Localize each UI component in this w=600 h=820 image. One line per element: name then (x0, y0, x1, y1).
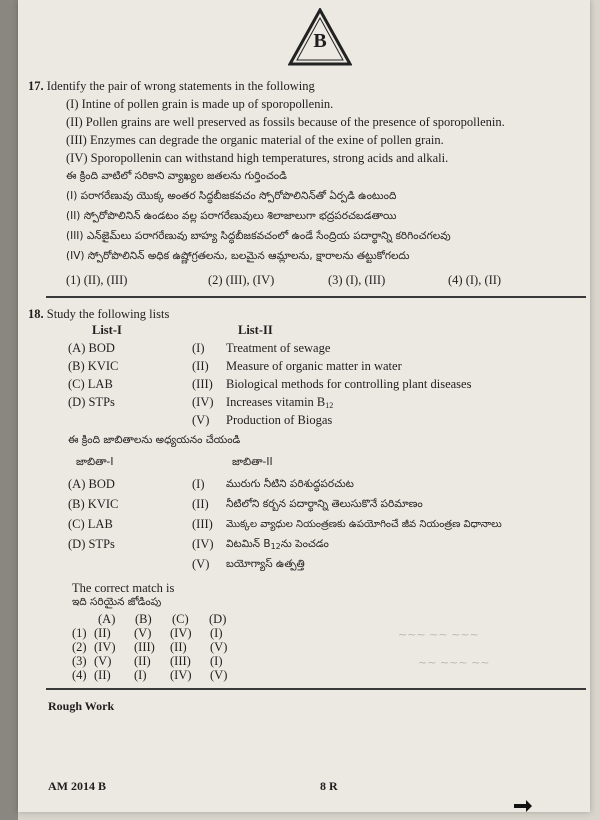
option-1: (1) (II), (III) (66, 273, 128, 287)
statement-3: (III) Enzymes can degrade the organic material of the exine of pollen grain. (66, 133, 444, 147)
list2-roman-4: (IV) (192, 395, 214, 409)
list2-header: List-II (238, 323, 273, 337)
te-stem-18: ఈ క్రింది జాబితాలను అధ్యయనం చేయండి (68, 434, 241, 446)
list2-roman-1: (I) (192, 341, 205, 355)
te-list2-header: జాబితా-II (232, 456, 273, 468)
te-roman-1: (I) (192, 477, 205, 491)
te-stem: ఈ క్రింది వాటిలో సరికాని వ్యాఖ్యల జతలను గుర్తించండి (66, 170, 287, 182)
list2-roman-2: (II) (192, 359, 209, 373)
te-list2-item-4: విటమిన్ $B_{12}ను$ పెంచడం (226, 538, 329, 551)
question-stem: Identify the pair of wrong statements in the following (46, 79, 315, 93)
list1-item-c: (C) LAB (68, 377, 113, 391)
question-stem: Study the following lists (46, 307, 170, 321)
option-2: (2) (III), (IV) (208, 273, 275, 287)
question-number: 18. (28, 307, 44, 321)
te-list1-item-d: (D) STPs (68, 537, 115, 551)
statement-4: (IV) Sporopollenin can withstand high temperatures, strong acids and alkali. (66, 151, 449, 165)
pencil-scribble: ~~ ~~~ ~~ (418, 656, 490, 669)
question-17 (28, 78, 315, 95)
te-roman-2: (II) (192, 497, 209, 511)
page-number: 8 R (320, 779, 338, 793)
te-list2-item-5: బయోగ్యాస్ ఉత్పత్తి (226, 558, 305, 570)
question-18 (28, 306, 169, 323)
list2-item-2: Measure of organic matter in water (226, 359, 402, 373)
rough-work-rule (46, 688, 586, 690)
list2-roman-5: (V) (192, 413, 210, 427)
rough-work-label: Rough Work (48, 699, 115, 713)
list2-roman-3: (III) (192, 377, 213, 391)
te-match-label: ఇది సరియైన జోడింపు (72, 596, 162, 608)
series-letter: B (313, 30, 327, 52)
te-list1-item-b: (B) KVIC (68, 497, 119, 511)
statement-2: (II) Pollen grains are well preserved as fossils because of the presence of sporopollenin. (66, 115, 505, 129)
te-statement-1: (I) పరాగరేణువు యొక్క అంతర సిద్ధబీజకవచం స్పోరోపొలినిన్‌తో ఏర్పడి ఉంటుంది (66, 190, 397, 202)
list1-item-a: (A) BOD (68, 341, 115, 355)
option-3: (3) (I), (III) (328, 273, 386, 287)
question-number: 17. (28, 79, 44, 93)
list1-item-d: (D) STPs (68, 395, 115, 409)
option-4: (4) (I), (II) (448, 273, 502, 287)
list2-item-1: Treatment of sewage (226, 341, 331, 355)
booklet-code: AM 2014 B (48, 779, 106, 793)
pencil-scribble: ~~~ ~~ ~~~ (398, 628, 479, 641)
list2-item-3: Biological methods for controlling plant diseases (226, 377, 472, 391)
series-marker (288, 8, 352, 66)
te-list1-header: జాబితా-I (76, 456, 114, 468)
list2-item-4: Increases vitamin $B_{12}$ (226, 395, 334, 410)
te-list2-item-2: నీటిలోని కర్బన పదార్థాన్ని తెలుసుకొనే పరిమాణం (226, 498, 423, 510)
exam-page: B 17. Identify the pair of wrong statements in the following (I) Intine of pollen grain is made up of sporopollenin. (II) Pollen grains are well preserved as fossils because of the presence of sporopollenin. (III) Enzymes can degrade the organic material of the exine of pollen grain. (IV) Sporopollenin can withstand high temperatures, strong acids and alkali. ఈ క్రింది వాటిలో సరికాని వ్యాఖ్యల జతలను గుర్తించండి (I) పరాగరేణువు యొక్క అంతర సిద్ధబీజకవచం స్పోరోపొలినిన్‌తో ఏర్పడి ఉంటుంది (II) స్పోరోపొలినిన్ ఉండటం వల్ల పరాగరేణువులు శిలాజాలుగా భద్రపరచబడతాయి (III) ఎన్‌జైమ్‌లు పరాగరేణువు బాహ్య సిద్ధబీజకవచంలో ఉండే సేంద్రియ పదార్థాన్ని కరిగించగలవు (IV) స్పోరోపొలినిన్ అధిక ఉష్ణోగ్రతలను, బలమైన ఆమ్లాలను, క్షారాలను తట్టుకోగలదు (1) (II), (III) (2) (III), (IV) (3) (I), (III) (4) (I), (II) 18. Study the following lists List-I List-II (A) BOD (B) KVIC (C) LAB (D) STPs (I) (II) (III) (IV) (V) Treatment of sewage Measure of organic matter in water Biological methods for controlling plant diseases Increases vitamin $B_{12}$ Production of Biogas ఈ క్రింది జాబితాలను అధ్యయనం చేయండి జాబితా-I జాబితా-II (A) BOD (B) KVIC (C) LAB (D) STPs (I) (II) (III) (IV) (V) మురుగు నీటిని పరిశుద్ధపరచుట నీటిలోని కర్బన పదార్థాన్ని తెలుసుకొనే పరిమాణం మొక్కల వ్యాధుల నియంత్రణకు ఉపయోగించే జీవ నియంత్రణ విధానాలు విటమిన్ $B_{12}ను$ పెంచడం బయోగ్యాస్ ఉత్పత్తి The correct match is ఇది సరియైన జోడింపు (A) (B) (C) (D) (1) (II) (V) (IV) (I) (2) (IV) (III) (II) (V) (3) (V) (II) (III) (I) (4) (II) (I) (IV) (V) ~~~ ~~ ~~~ ~~ ~~~ ~~ Rough Work AM 2014 B 8 R (18, 0, 590, 812)
te-list2-item-3: మొక్కల వ్యాధుల నియంత్రణకు ఉపయోగించే జీవ నియంత్రణ విధానాలు (226, 519, 502, 530)
list1-header: List-I (92, 323, 122, 337)
te-statement-2: (II) స్పోరోపొలినిన్ ఉండటం వల్ల పరాగరేణువులు శిలాజాలుగా భద్రపరచబడతాయి (66, 210, 397, 222)
te-roman-3: (III) (192, 517, 213, 531)
page-edge-shadow (0, 0, 18, 820)
te-roman-4: (IV) (192, 537, 214, 551)
list2-item-5: Production of Biogas (226, 413, 333, 427)
te-statement-3: (III) ఎన్‌జైమ్‌లు పరాగరేణువు బాహ్య సిద్ధబీజకవచంలో ఉండే సేంద్రియ పదార్థాన్ని కరిగించగలవు (66, 230, 451, 242)
te-statement-4: (IV) స్పోరోపొలినిన్ అధిక ఉష్ణోగ్రతలను, బలమైన ఆమ్లాలను, క్షారాలను తట్టుకోగలదు (66, 250, 410, 262)
cursor-arrow-icon (512, 798, 534, 819)
list1-item-b: (B) KVIC (68, 359, 119, 373)
te-list1-item-c: (C) LAB (68, 517, 113, 531)
statement-1: (I) Intine of pollen grain is made up of sporopollenin. (66, 97, 334, 111)
te-list2-item-1: మురుగు నీటిని పరిశుద్ధపరచుట (226, 478, 354, 490)
match-label: The correct match is (72, 581, 175, 595)
te-roman-5: (V) (192, 557, 210, 571)
te-list1-item-a: (A) BOD (68, 477, 115, 491)
question-divider (46, 296, 586, 298)
